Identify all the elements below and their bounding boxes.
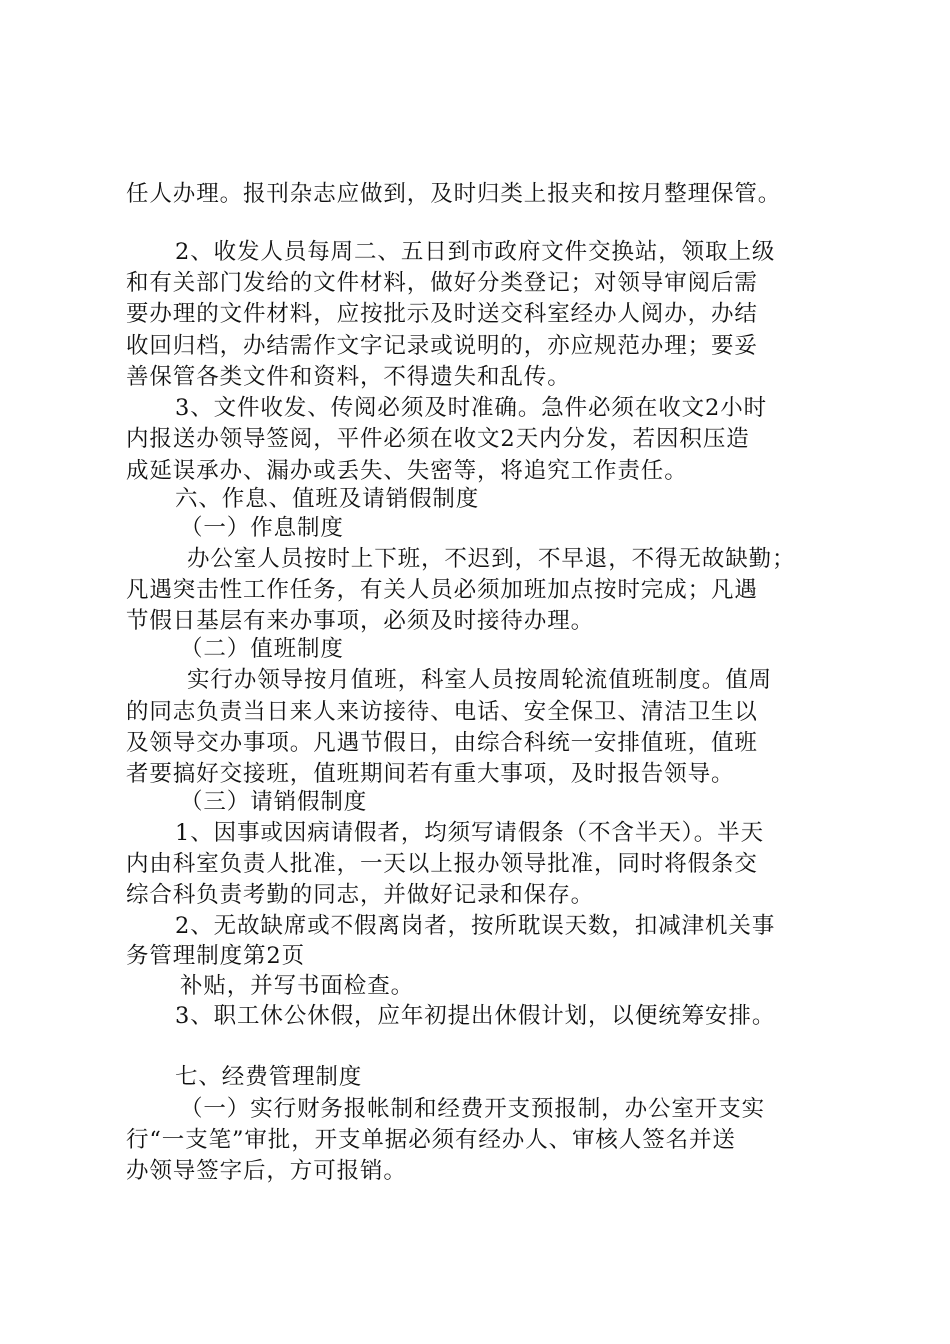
subsection-heading: （一）作息制度 (180, 515, 344, 541)
section-heading: 六、作息、值班及请销假制度 (175, 486, 480, 512)
paragraph-line: 节假日基层有来办事项，必须及时接待办理。 (126, 608, 595, 634)
paragraph-line: 办公室人员按时上下班，不迟到，不早退，不得无故缺勤； (187, 546, 796, 572)
paragraph-line: 的同志负责当日来人来访接待、电话、安全保卫、清洁卫生以 (126, 699, 758, 725)
paragraph-line: 1、因事或因病请假者，均须写请假条（不含半天）。半天 (175, 820, 764, 846)
paragraph-line: 收回归档，办结需作文字记录或说明的，亦应规范办理；要妥 (126, 333, 758, 359)
subsection-heading: （二）值班制度 (180, 636, 344, 662)
subsection-heading: （三）请销假制度 (180, 789, 368, 815)
paragraph-line: 实行办领导按月值班，科室人员按周轮流值班制度。值周 (187, 667, 773, 693)
paragraph-line: 凡遇突击性工作任务，有关人员必须加班加点按时完成；凡遇 (126, 577, 758, 603)
paragraph-line: 3、文件收发、传阅必须及时准确。急件必须在收文2小时 (175, 395, 768, 421)
page-footer-text: 务管理制度第2页 (126, 943, 306, 969)
paragraph-line: 内报送办领导签阅，平件必须在收文2天内分发，若因积压造 (126, 426, 750, 452)
paragraph-line: 者要搞好交接班，值班期间若有重大事项，及时报告领导。 (126, 761, 735, 787)
paragraph-line: 成延误承办、漏办或丢失、失密等，将追究工作责任。 (126, 458, 688, 484)
paragraph-line: 办领导签字后，方可报销。 (126, 1158, 407, 1184)
paragraph-line: 和有关部门发给的文件材料，做好分类登记；对领导审阅后需 (126, 270, 758, 296)
paragraph-line: 善保管各类文件和资料，不得遗失和乱传。 (126, 364, 571, 390)
paragraph-line: 补贴，并写书面检查。 (180, 973, 415, 999)
paragraph-line: 要办理的文件材料，应按批示及时送交科室经办人阅办，办结 (126, 301, 758, 327)
paragraph-line: 内由科室负责人批准，一天以上报办领导批准，同时将假条交 (126, 851, 758, 877)
paragraph-line: 3、职工休公休假，应年初提出休假计划，以便统筹安排。 (175, 1003, 776, 1029)
paragraph-line: 综合科负责考勤的同志，并做好记录和保存。 (126, 882, 595, 908)
paragraph-line: 任人办理。报刊杂志应做到，及时归类上报夹和按月整理保管。 (126, 181, 782, 207)
section-heading: 七、经费管理制度 (175, 1064, 363, 1090)
paragraph-line: 2、无故缺席或不假离岗者，按所耽误天数，扣减津机关事 (175, 913, 776, 939)
paragraph-line: （一）实行财务报帐制和经费开支预报制，办公室开支实 (180, 1096, 766, 1122)
paragraph-line: 2、收发人员每周二、五日到市政府文件交换站，领取上级 (175, 239, 776, 265)
paragraph-line: 行“一支笔”审批，开支单据必须有经办人、审核人签名并送 (126, 1127, 736, 1153)
paragraph-line: 及领导交办事项。凡遇节假日，由综合科统一安排值班，值班 (126, 730, 758, 756)
